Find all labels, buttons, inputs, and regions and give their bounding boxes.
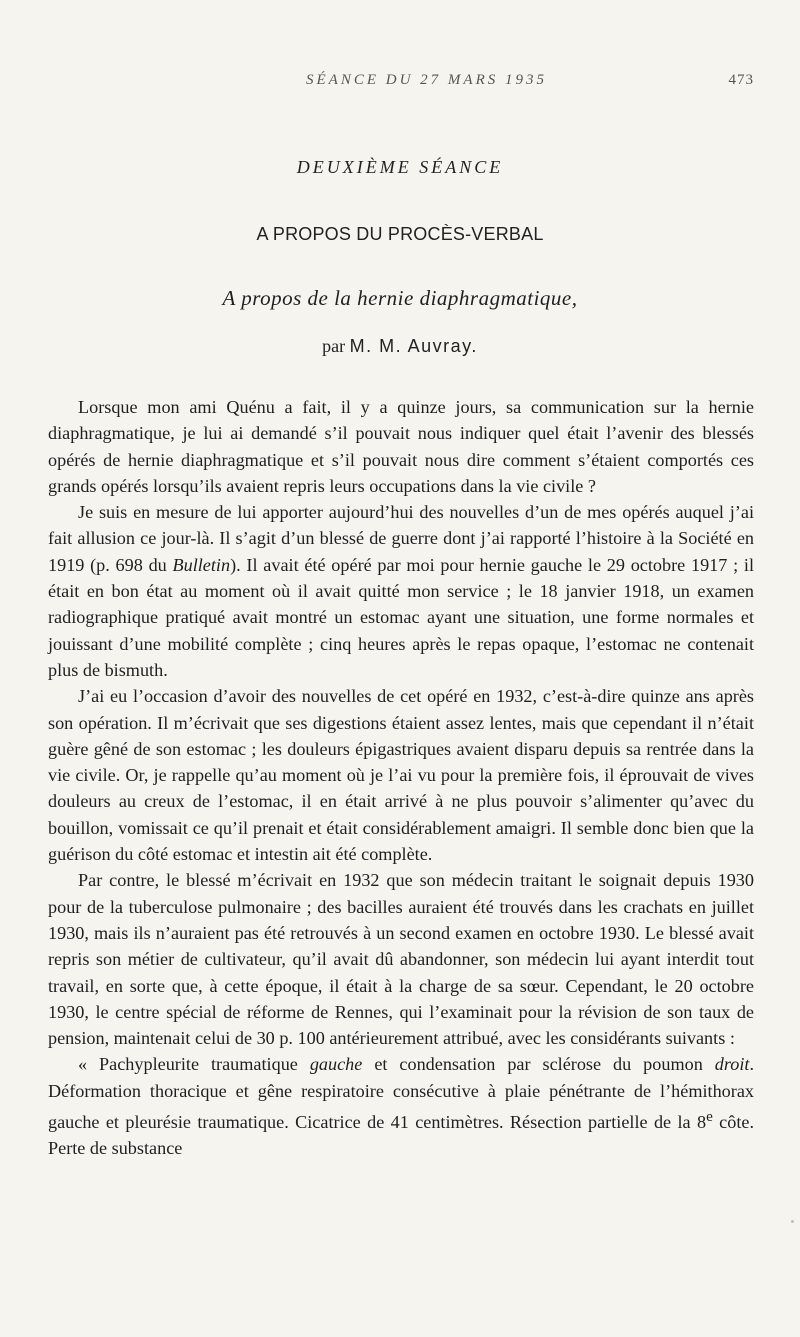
byline [0, 336, 800, 357]
running-head-title: SÉANCE DU 27 MARS 1935 [306, 72, 547, 88]
paragraph-5-text-c: . Déformation thoracique et gêne respiratoire consécutive à plaie pénétrante de l’hémithorax gauche et pleurésie traumatique. Cicatrice de 41 centimètres. Résection partielle de la 8 [48, 1054, 754, 1133]
paragraph-1: Lorsque mon ami Quénu a fait, il y a quinze jours, sa communication sur la hernie diaphragmatique, je lui ai demandé s’il pouvait nous indiquer quel était l’avenir des blessés opérés de hernie diaphragmatique et s’il pouvait nous dire comment s’étaient comportés ces grands opérés lorsqu’ils avaient repris leurs occupations dans la vie civile ? [48, 397, 754, 496]
gauche-italic: gauche [309, 1054, 363, 1075]
scan-speck [791, 1220, 794, 1223]
superscript-e: e [706, 1108, 713, 1126]
page-number: 473 [728, 72, 754, 88]
droit-italic: droit [714, 1054, 750, 1075]
session-title: DEUXIÈME SÉANCE [296, 157, 504, 177]
paragraph-5 [48, 1051, 754, 1161]
running-head [48, 72, 754, 96]
paragraph-2-text-a: Je suis en mesure de lui apporter aujourd’hui des nouvelles d’un de mes opérés auquel j’ai fait allusion ce jour-là. Il s’agit d’un blessé de guerre dont j’ai rapporté l’histoire à la Société en 1919 (p. 698 du [48, 502, 754, 575]
article-title: A propos de la hernie diaphragmatique, [222, 286, 578, 310]
paragraph-3: J’ai eu l’occasion d’avoir des nouvelles de cet opéré en 1932, c’est-à-dire quinze ans après son opération. Il m’écrivait que ses digestions étaient assez lentes, mais que cependant il n’était guère gêné de son estomac ; les douleurs épigastriques avaient disparu depuis sa rentrée dans la vie civile. Or, je rappelle qu’au moment où je l’ai vu pour la première fois, il éprouvait de vives douleurs au creux de l’estomac, il en était arrivé à ne plus pouvoir s’alimenter qu’avec du bouillon, vomissait ce qu’il prenait et était considérablement amaigri. Il semble donc bien que la guérison du côté estomac et intestin ait été complète. [48, 686, 754, 865]
paragraph-2 [48, 499, 754, 683]
author-name: M. M. Auvray. [349, 336, 478, 356]
paragraph-5-text-d: côte. Perte de substance [48, 1112, 754, 1159]
article-body [48, 394, 754, 1162]
paragraph-4: Par contre, le blessé m’écrivait en 1932 que son médecin traitant le soignait depuis 1930 pour de la tuberculose pulmonaire ; des bacilles auraient été trouvés dans les crachats en juillet 1930, mais ils n’auraient pas été retrouvés à un second examen en octobre 1930. Le blessé avait repris son métier de cultivateur, qu’il avait dû abandonner, son médecin lui ayant interdit tout travail, en sorte que, à cette époque, il était à la charge de sa sœur. Cependant, le 20 octobre 1930, le centre spécial de réforme de Rennes, qui l’examinait pour la révision de son taux de pension, maintenait celui de 30 p. 100 antérieurement attribué, avec les considérants suivants : [48, 870, 754, 1049]
paragraph-5-text-b: et condensation par sclérose du poumon [362, 1054, 715, 1075]
section-title: A PROPOS DU PROCÈS-VERBAL [256, 224, 544, 244]
bulletin-italic: Bulletin [172, 554, 231, 575]
paragraph-2-text-b: ). Il avait été opéré par moi pour hernie gauche le 29 octobre 1917 ; il était en bon état au moment où il avait quitté mon service ; le 18 janvier 1918, un examen radiographique pratiqué avait montré un estomac ayant une situation, une forme normales et jouissant d’une mobilité complète ; cinq heures après le repas opaque, l’estomac ne contenait plus de bismuth. [48, 554, 754, 680]
paragraph-5-text-a: « Pachypleurite traumatique [78, 1054, 310, 1075]
byline-prefix: par [322, 336, 346, 356]
